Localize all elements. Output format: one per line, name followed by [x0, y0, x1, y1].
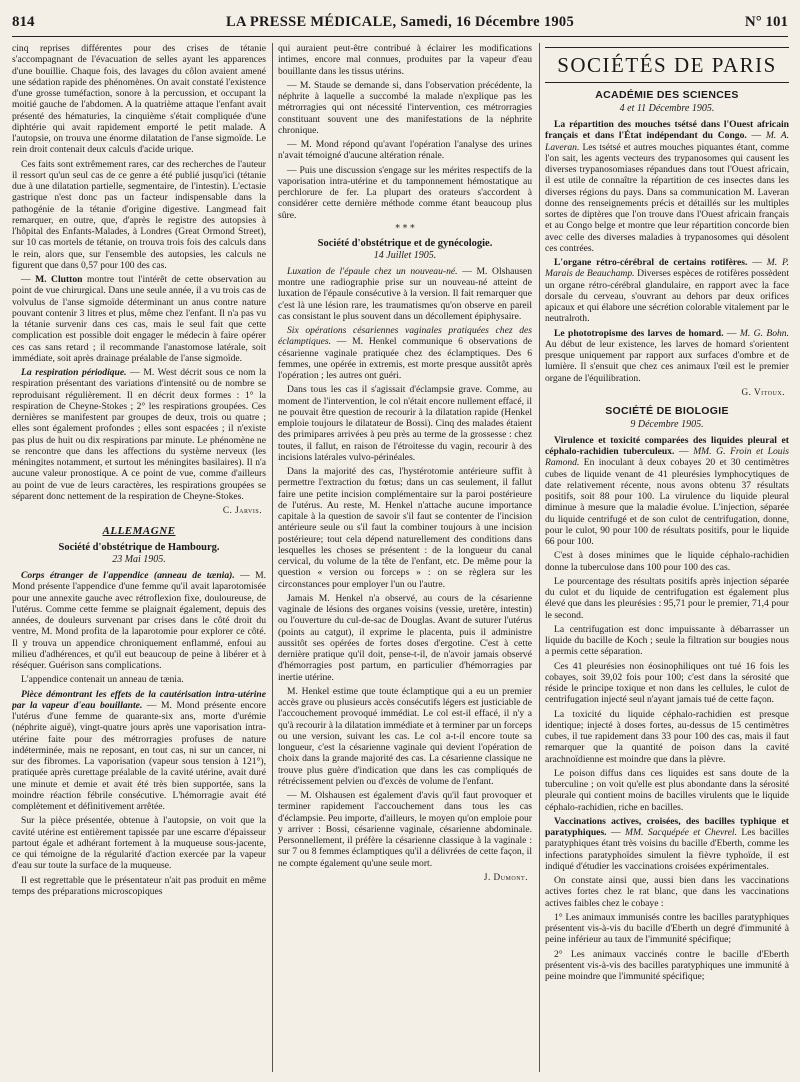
paragraph: 2° Les animaux vaccinés contre le bacille d'Eberth présentent vis-à-vis des bacilles paratyphiques une immunité à peine moindre que l'immunité spécifique; [545, 948, 789, 982]
item-title: Six opérations césariennes vaginales pratiquées chez des éclamptiques. [278, 325, 532, 348]
author: M. Staude [299, 79, 341, 91]
column-rule-1 [272, 43, 273, 1072]
author: M. Mond [300, 139, 339, 150]
academy-heading: ACADÉMIE DES SCIENCES [595, 89, 739, 101]
society-heading: Société d'obstétrique et de gynécologie. [317, 237, 493, 249]
author: M. P. Marais de Beauchamp. [545, 257, 789, 280]
author: M. West [143, 367, 177, 378]
paragraph: — M. Clutton montre tout l'intérêt de cette observation au point de vue chirurgical. Dans une seule année, il a vu trois cas de volvulus de l'anse sigmoïde déterminant un anus contre nature pouvant contenir 3 litres et plus, même chez l'enfant. Il n'a pas vu la tétanie survenir dans ces cas, mais le seul fait que cette complication est possible doit engager le médecin à faire opérer ces cas sans retard ; il recommande l'anastomose latérale, soit immédiate, soit après drainage préalable de l'anse sigmoïde. [12, 274, 266, 364]
column-2 [278, 43, 532, 1074]
paragraph: — M. Staude se demande si, dans l'observation précédente, la néphrite à laquelle a succombé la malade n'explique pas les métrorragies qui ont nécessité l'intervention, ces métrorragies constituant souvent une des manifestations de la néphrite chronique. [278, 79, 532, 136]
page-number: 814 [12, 14, 35, 30]
paragraph: Le poison diffus dans ces liquides est sans doute de la tuberculine ; on voit qu'elle est plus abondante dans la sérosité pleurale qui contient moins de bacilles virulents que le liquide céphalo-rachidien, riche en bacilles. [545, 767, 789, 813]
author: M. A. Laveran. [545, 130, 789, 153]
paragraph: Pièce démontrant les effets de la cautérisation intra-utérine par la vapeur d'eau bouillante. — M. Mond présente encore l'utérus d'une femme de quarante-six ans, morte d'urémie (néphrite aiguë), vingt-quatre jours après une vaporisation intra-utérine faite pour des métrorragies profuses de nature indéterminée, mais ne reposant, en tout cas, ni sur un cancer, ni sur des fibromes. La vaporisation (vapeur sous tension à 121°), pratiquée après curettage préalable de la cavité utérine, avait duré une minute et demie et avait été très bien supportée, sans la moindre réaction fébrile consécutive. L'hémorragie avait été complètement et définitivement arrêtée. [12, 688, 266, 812]
paragraph: Jamais M. Henkel n'a observé, au cours de la césarienne vaginale de lésions des organes voisins (vessie, uretère, intestin) ou l'ouverture du cul-de-sac de Douglas. Avant de suturer l'utérus (points au catgut), il exprime le placenta, puis il administre aussitôt ses opérées de fortes doses d'ergotine. C'est à cette dernière pratique qu'il doit, pense-t-il, de n'avoir jamais observé d'hémorragies post partum, en particulier d'hémorragies par inertie utérine. [278, 592, 532, 683]
item-title: L'organe rétro-cérébral de certains rotifères. [554, 257, 748, 268]
item-title: La respiration périodique. [21, 367, 127, 378]
paragraph: Sur la pièce présentée, obtenue à l'autopsie, on voit que la cavité utérine est entièrement tapissée par une escarre d'épaisseur partout égale et adhérant fortement à la muqueuse sous-jacente, ce qui témoigne de la régularité d'action exercée par la vapeur d'eau sur toute la surface de la muqueuse. [12, 815, 266, 872]
paragraph: Il est regrettable que le présentateur n'ait pas produit en même temps des préparations microscopiques [12, 874, 266, 897]
column-rule-2 [539, 43, 540, 1072]
item-title: Luxation de l'épaule chez un nouveau-né. [287, 265, 458, 277]
author: M. Mond [12, 570, 266, 593]
paragraph: L'appendice contenait un anneau de tænia. [21, 674, 184, 686]
item-title: Vaccinations actives, croisées, des bacilles typhique et paratyphiques. [545, 815, 789, 838]
paragraph: L'organe rétro-cérébral de certains rotifères. — M. P. Marais de Beauchamp. Diverses espèces de rotifères possèdent un organe rétro-cérébral glandulaire, en rapport avec la face dorsale du cerveau, s'ouvrant au dehors par deux orifices apicaux et qui élabore une sécrétion colorable vitalement par le neutralroth. [545, 257, 789, 325]
paragraph: Corps étranger de l'appendice (anneau de tænia). — M. Mond présente l'appendice d'une femme qu'il avait laparotomisée pour une annexite gauche avec rétroflexion fixe, douloureuse, de l'utérus. Comme cette femme se plaignait également, depuis des années, de douleurs survenant par crises dans le côté droit du ventre, M. Mond profita de la laparotomie pour explorer ce côté. Il y trouva un appendice chroniquement enflammé, enfoui au milieu d'adhérences, et qu'il eut beaucoup de peine à libérer et à réséquer. Guérison sans complications. [12, 570, 266, 671]
paragraph: qui auraient peut-être contribué à éclairer les modifications intimes, encore mal connues, produites par la vapeur d'eau bouillante dans les tissus utérins. [278, 43, 532, 77]
paragraph: Vaccinations actives, croisées, des bacilles typhique et paratyphiques. — MM. Sacquépée et Chevrel. Les bacilles paratyphiques étant très voisins du bacille d'Eberth, comme les infections paratyphoïdes simulent la fièvre typhoïde, il est indiqué d'étudier les vaccinations croisées expérimentales. [545, 815, 789, 872]
paragraph: Ces faits sont extrêmement rares, car des recherches de l'auteur il ressort qu'un seul cas de ce genre a été publié jusqu'ici (tétanie due à une dilatation partielle, segmentaire, de l'intestin). L'ectasie gastrique n'est donc pas un facteur indispensable dans la pathogénie de la tétanie d'origine digestive. Langmead fait remarquer, en outre, que, d'après le registre des autopsies à l'hôpital des Enfants-Malades, à Londres (Great Ormond Street), sur 10 cas mortels de tétanie, on trouva trois fois des calculs dans le rein, alors que, sur l'ensemble des autopsies, les calculs ne figurent que dans 0,57 pour 100 des cas. [12, 158, 266, 271]
paragraph: Le phototropisme des larves de homard. — M. G. Bohn. Au début de leur existence, les larves de homard s'orientent presque uniquement par rapport aux surfaces d'ombre et de lumière. Il s'ensuit que chez ces animaux l'œil est le premier organe de l'équilibration. [545, 327, 789, 384]
signature: C. Jarvis. [222, 505, 262, 515]
paragraph: Six opérations césariennes vaginales pratiquées chez des éclamptiques. — M. Henkel communique 6 observations de césarienne vaginale pratiquée chez des éclamptiques. Des 6 femmes, une opérée in extremis, est morte presque aussitôt après l'opération ; les autres ont guéri. [278, 325, 532, 381]
column-1 [12, 43, 266, 1074]
item-title: Corps étranger de l'appendice (anneau de tænia). [21, 570, 235, 581]
section-divider-stars: * * * [395, 223, 415, 234]
paragraph: Dans la majorité des cas, l'hystérotomie antérieure suffit à permettre l'extraction du fœtus; dans un cas seulement, il fallut faire une petite incision complémentaire sur la paroi postérieure de l'utérus. Au reste, M. Henkel n'attache aucune importance capitale à la question de savoir s'il faut se contenter de l'incision antérieure seule ou s'il faut la combiner toujours à une incision postérieure; tout cela dépend naturellement des conditions dans lesquelles les choses se présentent : de la longueur du canal cervical, du volume de la tête de l'enfant, etc. De même pour la question « version ou forceps » : on se règlera sur les circonstances pour employer l'un ou l'autre. [278, 466, 532, 590]
paragraph: Luxation de l'épaule chez un nouveau-né. — M. Olshausen montre une radiographie prise sur un nouveau-né atteint de luxation de l'épaule consécutive à la version. Il fait remarquer que c'est là une lésion rare, les traumatismes qu'on observe en pareil cas consistant le plus souvent dans un décollement épiphysaire. [278, 265, 532, 322]
paragraph: On constate ainsi que, aussi bien dans les vaccinations actives fortes chez le rat blanc, que dans les vaccinations actives faibles chez le cobaye : [545, 875, 789, 909]
paragraph: Le pourcentage des résultats positifs après injection séparée du culot et du liquide de centrifugation est également plus élevé que dans les pleurésies : 95,71 pour le premier, 71,4 pour le second. [545, 575, 789, 621]
paragraph: 1° Les animaux immunisés contre les bacilles paratyphiques présentent vis-à-vis du bacille d'Eberth un degré d'immunité à peine inférieur au taux de l'immunité spécifique; [545, 911, 789, 946]
society-heading: SOCIÉTÉ DE BIOLOGIE [605, 404, 729, 417]
paragraph: — M. Olshausen est également d'avis qu'il faut provoquer et terminer rapidement l'accouchement dans tous les cas d'éclampsie. Peu importe, d'ailleurs, le moyen qu'on emploie pour y arriver : Bossi, césarienne vaginale, césarienne abdominale. Personnellement, il préfère la césarienne classique à la vaginale : sur 7 ou 8 femmes éclamptiques qu'il a délivrées de cette façon, il ne compte également qu'une seule mort. [278, 790, 532, 869]
author: M. G. Bohn. [739, 327, 789, 339]
paragraph: — M. Mond répond qu'avant l'opération l'analyse des urines n'avait témoigné d'aucune altération rénale. [278, 139, 532, 162]
issue-number: N° 101 [744, 14, 788, 30]
item-title: Le phototropisme des larves de homard. [554, 327, 724, 339]
item-title: La répartition des mouches tsétsé dans l'Ouest africain français et dans l'État indépendant du Congo. [545, 119, 789, 142]
journal-title: LA PRESSE MÉDICALE, Samedi, 16 Décembre 1905 [225, 14, 575, 30]
session-date: 4 et 11 Décembre 1905. [619, 103, 715, 114]
paragraph: Ces 41 pleurésies non éosinophiliques ont tué 16 fois les cobayes, soit 39,02 fois pour 100; c'est dans la sérosité que réside le principe toxique et non dans les cellules, le culot de centrifugation injecté seul n'ayant jamais tué de cette façon. [545, 660, 789, 706]
paragraph: La centrifugation est donc impuissante à débarrasser un liquide du bacille de Koch ; seule la filtration sur bougies nous a permis cette séparation. [545, 623, 789, 658]
paragraph: Dans tous les cas il s'agissait d'éclampsie grave. Comme, au moment de l'intervention, le col n'était encore nullement effacé, il ne pouvait être question de recourir à la dilatation rapide (Henkel emploie toujours le dilatateur de Bossi). Cinq des malades étaient des primipares arrivées à peu près au terme de la grossesse : chez toutes, il fallut, en raison de l'étroitesse du vagin, recourir à des incisions latérales vulvo-périnéales. [278, 384, 532, 463]
session-date: 23 Mai 1905. [112, 554, 166, 565]
author: M. Clutton [35, 274, 83, 285]
author: M. Olshausen [300, 790, 356, 801]
author: M. Olshausen [476, 265, 532, 277]
paragraph: Virulence et toxicité comparées des liquides pleural et céphalo-rachidien tuberculeux. — MM. G. Froin et Louis Ramond. En inoculant à deux cobayes 20 et 30 centimètres cubes de liquide venant de 41 pleurésies lymphocytiques de date relativement récente, nous avons obtenu 37 résultats positifs, soit 88 pour 100. La virulence du liquide pleural diminue à mesure que la maladie évolue. L'injection, séparée du liquide centrifugé et de son culot de centrifugation, donne, pour le culot, 90 pour 100 de résultats positifs, pour le liquide 66 pour 100. [545, 434, 789, 547]
author: MM. Sacquépée et Chevrel. [625, 827, 737, 838]
paragraph: La répartition des mouches tsétsé dans l'Ouest africain français et dans l'État indépendant du Congo. — M. A. Laveran. Les tsétsé et autres mouches piquantes étant, comme l'on sait, les agents vecteurs des trypanosomes qui causent les diverses trypanosomiases répandues dans tout l'Ouest africain, il est utile de connaître la répartition de ces insectes dans les diverses régions du pays. Dans sa communication M. Laveran donne des renseignements précis et détaillés sur les multiples sortes de diptères que l'on trouve dans l'Ouest africain français et au Congo belge et montre que leur répartition concorde bien avec celle des diverses maladies à trypanosomes qui désolent ces contrées. [545, 119, 789, 254]
signature: J. Dumont. [483, 871, 528, 882]
session-date: 9 Décembre 1905. [630, 418, 704, 430]
author: M. Henkel [352, 336, 397, 348]
author: MM. G. Froin et Louis Ramond. [545, 446, 789, 469]
country-heading: ALLEMAGNE [102, 525, 176, 537]
paragraph: M. Henkel estime que toute éclamptique qui a eu un premier accès grave ou plusieurs accès consécutifs légers est justiciable de l'accouchement provoqué immédiat. Le col est-il effacé, il n'y a qu'à recourir à la dilatation immédiate et à terminer par un forceps ou une version, suivant les cas. Le col a-t-il encore toute sa longueur, c'est la césarienne vaginale qui devient l'opération de choix dans la grande majorité des cas. La césarienne classique ne trouve plus guère d'indication que dans les cas compliqués de rétrécissement pelvien ou d'excès de volume de l'enfant. [278, 685, 532, 787]
section-title: SOCIÉTÉS DE PARIS [545, 47, 789, 83]
session-date: 14 Juillet 1905. [373, 249, 437, 261]
paragraph: La toxicité du liquide céphalo-rachidien est presque identique; injecté à doses fortes, au-dessus de 15 centimètres cubes, il tue rapidement dans 33 pour 100 des cas, mais il faut remarquer que la quantité de poison dans la cavité arachnoïdienne est moindre que dans la plèvre. [545, 708, 789, 765]
item-title: Virulence et toxicité comparées des liquides pleural et céphalo-rachidien tuberculeux. [545, 434, 789, 457]
author: M. Mond [161, 699, 200, 711]
society-heading: Société d'obstétrique de Hambourg. [58, 542, 220, 553]
paragraph: cinq reprises différentes pour des crises de tétanie s'accompagnant de l'évacuation de selles ayant les apparences d'une bouillie. Chaque fois, des lavages du côlon avaient amené une sédation rapide des phénomènes. On avait constaté l'existence d'une grosse tuméfaction, sonore à la percussion, et occupant la moitié gauche de l'abdomen. A la quatrième attaque l'enfant avait présenté des hématuries, la cinquième s'était compliquée d'une diphtérie qui avait rapidement emporté le petit malade. A l'autopsie, on trouva une énorme dilatation de l'anse sigmoïde. Le rein droit contenait deux calculs d'acide urique. [12, 43, 266, 156]
page-header [12, 14, 788, 37]
paragraph: C'est à doses minimes que le liquide céphalo-rachidien donne la tuberculose dans 100 pour 100 des cas. [545, 550, 789, 573]
paragraph: — Puis une discussion s'engage sur les mérites respectifs de la vaporisation intra-utérine et du tamponnement hémostatique au perchlorure de fer. La plupart des orateurs s'accordent à considérer cette dernière méthode comme étant beaucoup plus sûre. [278, 164, 532, 221]
column-3 [545, 43, 789, 1074]
paragraph: La respiration périodique. — M. West décrit sous ce nom la respiration présentant des variations d'intensité ou de nombre se reproduisant régulièrement. Il en décrit deux formes : 1° la respiration de Cheyne-Stokes ; 2° les respirations groupées. Ces dernières se manifestent par groupes de deux, trois ou quatre ; elles sont également profondes ; elles sont espacées ; il n'existe pas plus de huit ou dix respirations par minute. Le phénomène ne se rencontre que dans les affections du système nerveux (les méningites notamment, et surtout les méningites basilaires). Il n'a aucune valeur pronostique. A ce point de vue, comme d'ailleurs au point de vue de leurs caractères, les respirations groupées se séparent donc nettement de la respiration de Cheyne-Stokes. [12, 367, 266, 502]
signature: G. Vitoux. [741, 386, 785, 397]
item-title: Pièce démontrant les effets de la cautérisation intra-utérine par la vapeur d'eau bouillante. [12, 688, 266, 711]
